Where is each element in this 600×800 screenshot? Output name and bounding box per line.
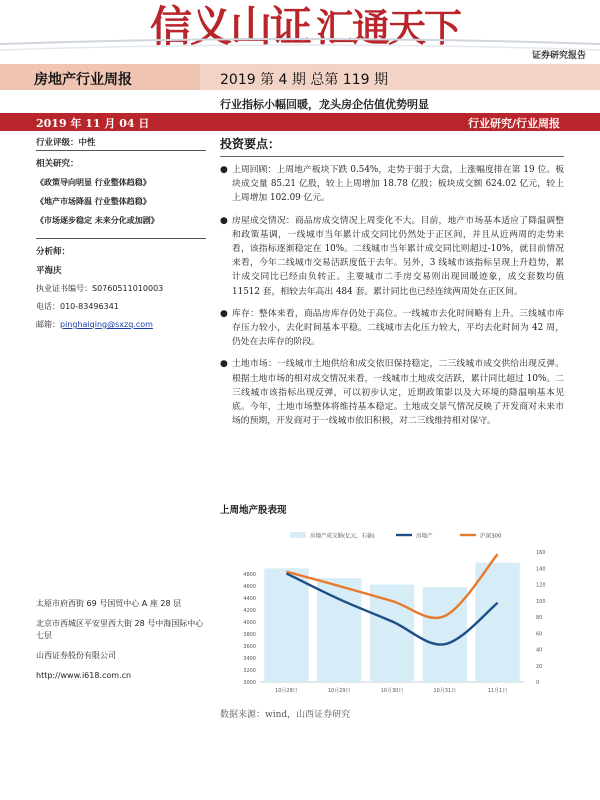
- main-content: [220, 135, 564, 436]
- right-tick-label: 60: [536, 631, 543, 638]
- website-link[interactable]: http://www.i618.com.cn: [36, 671, 132, 680]
- point-land-market: [220, 357, 564, 428]
- point-text: 房屋成交情况：商品房成交情况上周变化不大。目前，地产市场基本适应了降温调整和政策基调，一线城市当年累计成交同比仍然处于正区间，并且从近两周的走势来看，该指标逐渐稳定在 10%。二线城市当年累计成交同比则超过-10%，就目前情况来看，今年二线城市交易活跃度低于去年。另外，3 线城市该指标呈现上升趋势，累计成交同比已经由负转正。主要城市二手房交易则出现回暖迹象，成交套数均值 11512 套，相较去年高出 484 套。累计同比也已经连续两周处在正区间。: [232, 215, 564, 297]
- right-tick-label: 140: [536, 566, 546, 573]
- related-report-2[interactable]: 《地产市场降温 行业整体趋稳》: [36, 197, 151, 206]
- x-tick-label: 11月1日: [487, 688, 508, 694]
- investment-points-title: 投资要点：: [220, 137, 281, 151]
- right-tick-label: 40: [536, 647, 543, 654]
- left-tick-label: 4600: [243, 584, 256, 590]
- data-source: 数据来源：wind，山西证券研究: [220, 710, 351, 720]
- left-tick-label: 4200: [243, 608, 256, 614]
- report-subtitle: 行业指标小幅回暖，龙头房企估值优势明显: [220, 98, 429, 111]
- right-tick-label: 120: [536, 582, 546, 589]
- right-tick-label: 160: [536, 550, 546, 557]
- stock-performance-chart: [220, 522, 564, 702]
- phone: 电话：010-83496341: [36, 302, 119, 311]
- left-tick-label: 4000: [243, 620, 256, 626]
- bar: [370, 585, 414, 682]
- x-tick-label: 10月31日: [433, 688, 457, 694]
- point-text: 上周回顾：上周地产板块下跌 0.54%，走势于弱于大盘，上涨幅度排在第 19 位。板块成交量 85.21 亿股，较上上周增加 18.78 亿股；板块成交额 624.02 亿元，较上上周增加 102.09 亿元。: [232, 165, 564, 204]
- address-taiyuan: 太原市府西街 69 号国贸中心 A 座 28 层: [36, 599, 182, 608]
- cert-number: 执业证书编号：S0760511010003: [36, 284, 164, 293]
- point-text: 库存：整体来看，商品房库存仍处于高位。一线城市去化时间略有上升。三线城市库存压力较小，去化时间基本平稳。二线城市去化压力较大，平均去化时间为 42 周，仍处在去库存的阶段。: [232, 308, 564, 348]
- header-swoosh: [0, 26, 600, 56]
- logo-text-1: 信义山证: [150, 2, 311, 51]
- bullet-icon: ●: [220, 308, 228, 319]
- legend-label: 房地产成交额(亿元，右轴): [310, 533, 375, 540]
- divider: [220, 156, 564, 157]
- issue-number: 2019 第 4 期 总第 119 期: [220, 72, 388, 88]
- industry-rating: 行业评级：中性: [36, 138, 96, 148]
- report-date: 2019 年 11 月 04 日: [36, 117, 150, 130]
- left-tick-label: 3600: [243, 644, 256, 650]
- x-tick-label: 10月28日: [275, 688, 298, 694]
- left-tick-label: 3000: [243, 680, 256, 686]
- left-tick-label: 3200: [243, 668, 256, 674]
- point-inventory: [220, 307, 564, 350]
- company-name: 山西证券股份有限公司: [36, 651, 116, 660]
- legend-label: 房地产: [416, 533, 433, 540]
- bullet-icon: ●: [220, 215, 228, 226]
- sidebar: [36, 136, 206, 330]
- divider: [36, 150, 206, 151]
- bar: [423, 587, 467, 682]
- right-tick-label: 20: [536, 663, 543, 670]
- point-text: 土地市场：一线城市土地供给和成交依旧保持稳定，二三线城市成交供给出现反弹。根据土地市场的相对成交情况来看，一线城市土地成交活跃，累计同比超过 10%。二三线城市该指标出现反弹，可以初步认定，近期政策影以及大环境的降温响基本见底。今年，土地市场整体将维持基本稳定。土地成交景气情况反映了开发商对未来市场的预期，开发商对于一线城市依旧积极，对二三线维持相对保守。: [232, 359, 564, 427]
- report-type: 房地产行业周报: [34, 72, 132, 88]
- right-tick-label: 100: [536, 598, 546, 605]
- header-band: [0, 64, 600, 90]
- divider: [36, 238, 206, 239]
- related-report-1[interactable]: 《政策导向明显 行业整体趋稳》: [36, 178, 151, 187]
- bar: [475, 563, 519, 682]
- legend-swatch: [290, 532, 306, 538]
- brand-tag: 证券研究报告: [531, 51, 586, 61]
- x-tick-label: 10月30日: [380, 688, 404, 694]
- report-category: 行业研究/行业周报: [467, 117, 560, 130]
- address-block: [36, 598, 208, 690]
- chart-title: 上周地产股表现: [220, 505, 287, 516]
- right-tick-label: 0: [536, 680, 540, 686]
- bar: [264, 568, 308, 682]
- bar: [317, 578, 361, 682]
- email-label: 邮箱：: [36, 320, 60, 329]
- right-tick-label: 80: [536, 615, 543, 622]
- bullet-icon: ●: [220, 165, 228, 175]
- left-tick-label: 4800: [243, 572, 256, 578]
- legend-label: 沪深300: [480, 533, 502, 540]
- x-tick-label: 10月29日: [327, 688, 351, 694]
- logo-text-2: 汇通天下: [316, 5, 461, 50]
- bullet-icon: ●: [220, 359, 228, 370]
- analyst-title: 分析师：: [36, 247, 71, 257]
- analyst-name: 平海庆: [36, 266, 62, 276]
- point-housing-transactions: [220, 214, 564, 299]
- email-link[interactable]: pinghaiqing@sxzq.com: [60, 320, 153, 329]
- left-tick-label: 4400: [243, 596, 256, 602]
- left-tick-label: 3800: [243, 632, 256, 638]
- address-beijing: 北京市西城区平安里西大街 28 号中海国际中心七层: [36, 619, 204, 640]
- email-row: [36, 319, 206, 330]
- related-title: 相关研究：: [36, 159, 79, 169]
- related-report-3[interactable]: 《市场逐步稳定 未来分化或加剧》: [36, 216, 159, 225]
- point-weekly-review: [220, 163, 564, 206]
- left-tick-label: 3400: [243, 656, 256, 662]
- date-band: [0, 113, 600, 131]
